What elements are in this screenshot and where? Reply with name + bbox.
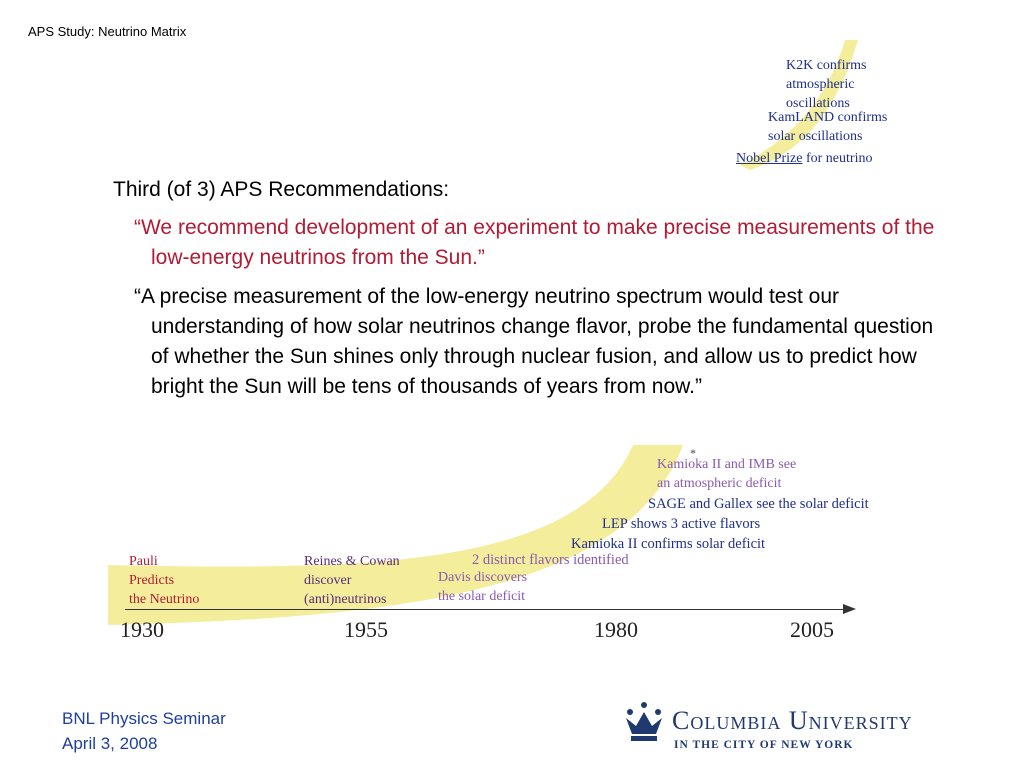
kamioka-imb-line-1: Kamioka II and IMB see — [657, 457, 797, 472]
recommendation-quote: “We recommend development of an experiment to make precise measurements of the low-energy neutrinos from the Sun.” — [134, 216, 935, 269]
nobel-prize-link[interactable]: Nobel Prize — [736, 151, 803, 166]
k2k-line-2: atmospheric — [786, 77, 855, 92]
davis-event — [438, 568, 527, 606]
kamland-line-1: KamLAND confirms — [768, 110, 888, 125]
nobel-event — [736, 149, 872, 168]
k2k-line-3: oscillations — [786, 96, 850, 111]
pauli-line-3: the Neutrino — [129, 592, 200, 607]
year-label-1980: 1980 — [594, 617, 638, 642]
footer-date: April 3, 2008 — [62, 734, 158, 753]
slide-header-title: APS Study: Neutrino Matrix — [28, 24, 187, 39]
crown-icon — [622, 700, 666, 746]
two-flavors-event: 2 distinct flavors identified — [472, 552, 629, 568]
reines-cowan-event — [304, 552, 400, 609]
asterisk-mark: * — [690, 446, 696, 460]
aps-quote: “A precise measurement of the low-energy neutrino spectrum would test our understanding of how solar neutrinos change flavor, probe the fundamental question of whether the Sun shines only through nuclear fusion, and allow us to predict how bright the Sun will be tens of thousands of years from now.” — [134, 285, 934, 398]
kamland-line-2: solar oscillations — [768, 129, 863, 144]
columbia-logo — [622, 700, 982, 756]
recommendations-heading: Third (of 3) APS Recommendations: — [113, 178, 450, 201]
year-label-1930: 1930 — [120, 617, 164, 642]
davis-line-2: the solar deficit — [438, 589, 526, 604]
pauli-line-2: Predicts — [129, 573, 175, 588]
columbia-name: Columbia University — [672, 706, 913, 735]
year-label-2005: 2005 — [790, 617, 834, 642]
kamland-event — [768, 108, 887, 146]
sage-gallex-event: SAGE and Gallex see the solar deficit — [648, 496, 869, 512]
k2k-line-1: K2K confirms — [786, 58, 867, 73]
kamioka-imb-line-2: an atmospheric deficit — [657, 476, 782, 491]
pauli-line-1: Pauli — [129, 554, 158, 569]
kamioka-solar-event: Kamioka II confirms solar deficit — [571, 536, 766, 552]
footer-seminar-name: BNL Physics Seminar — [62, 709, 226, 728]
timeline-axis-arrowhead — [843, 604, 856, 614]
lep-event: LEP shows 3 active flavors — [602, 516, 761, 532]
timeline-axis — [125, 609, 845, 610]
footer-seminar-info — [62, 706, 322, 756]
davis-line-1: Davis discovers — [438, 570, 528, 585]
reines-line-3: (anti)neutrinos — [304, 592, 387, 607]
nobel-rest-text: for neutrino — [802, 151, 873, 166]
k2k-event — [786, 56, 867, 113]
kamioka-imb-event — [657, 455, 796, 493]
columbia-subtitle: IN THE CITY OF NEW YORK — [674, 739, 854, 751]
reines-line-2: discover — [304, 573, 352, 588]
reines-line-1: Reines & Cowan — [304, 554, 400, 569]
year-label-1955: 1955 — [344, 617, 388, 642]
pauli-event — [129, 552, 199, 609]
